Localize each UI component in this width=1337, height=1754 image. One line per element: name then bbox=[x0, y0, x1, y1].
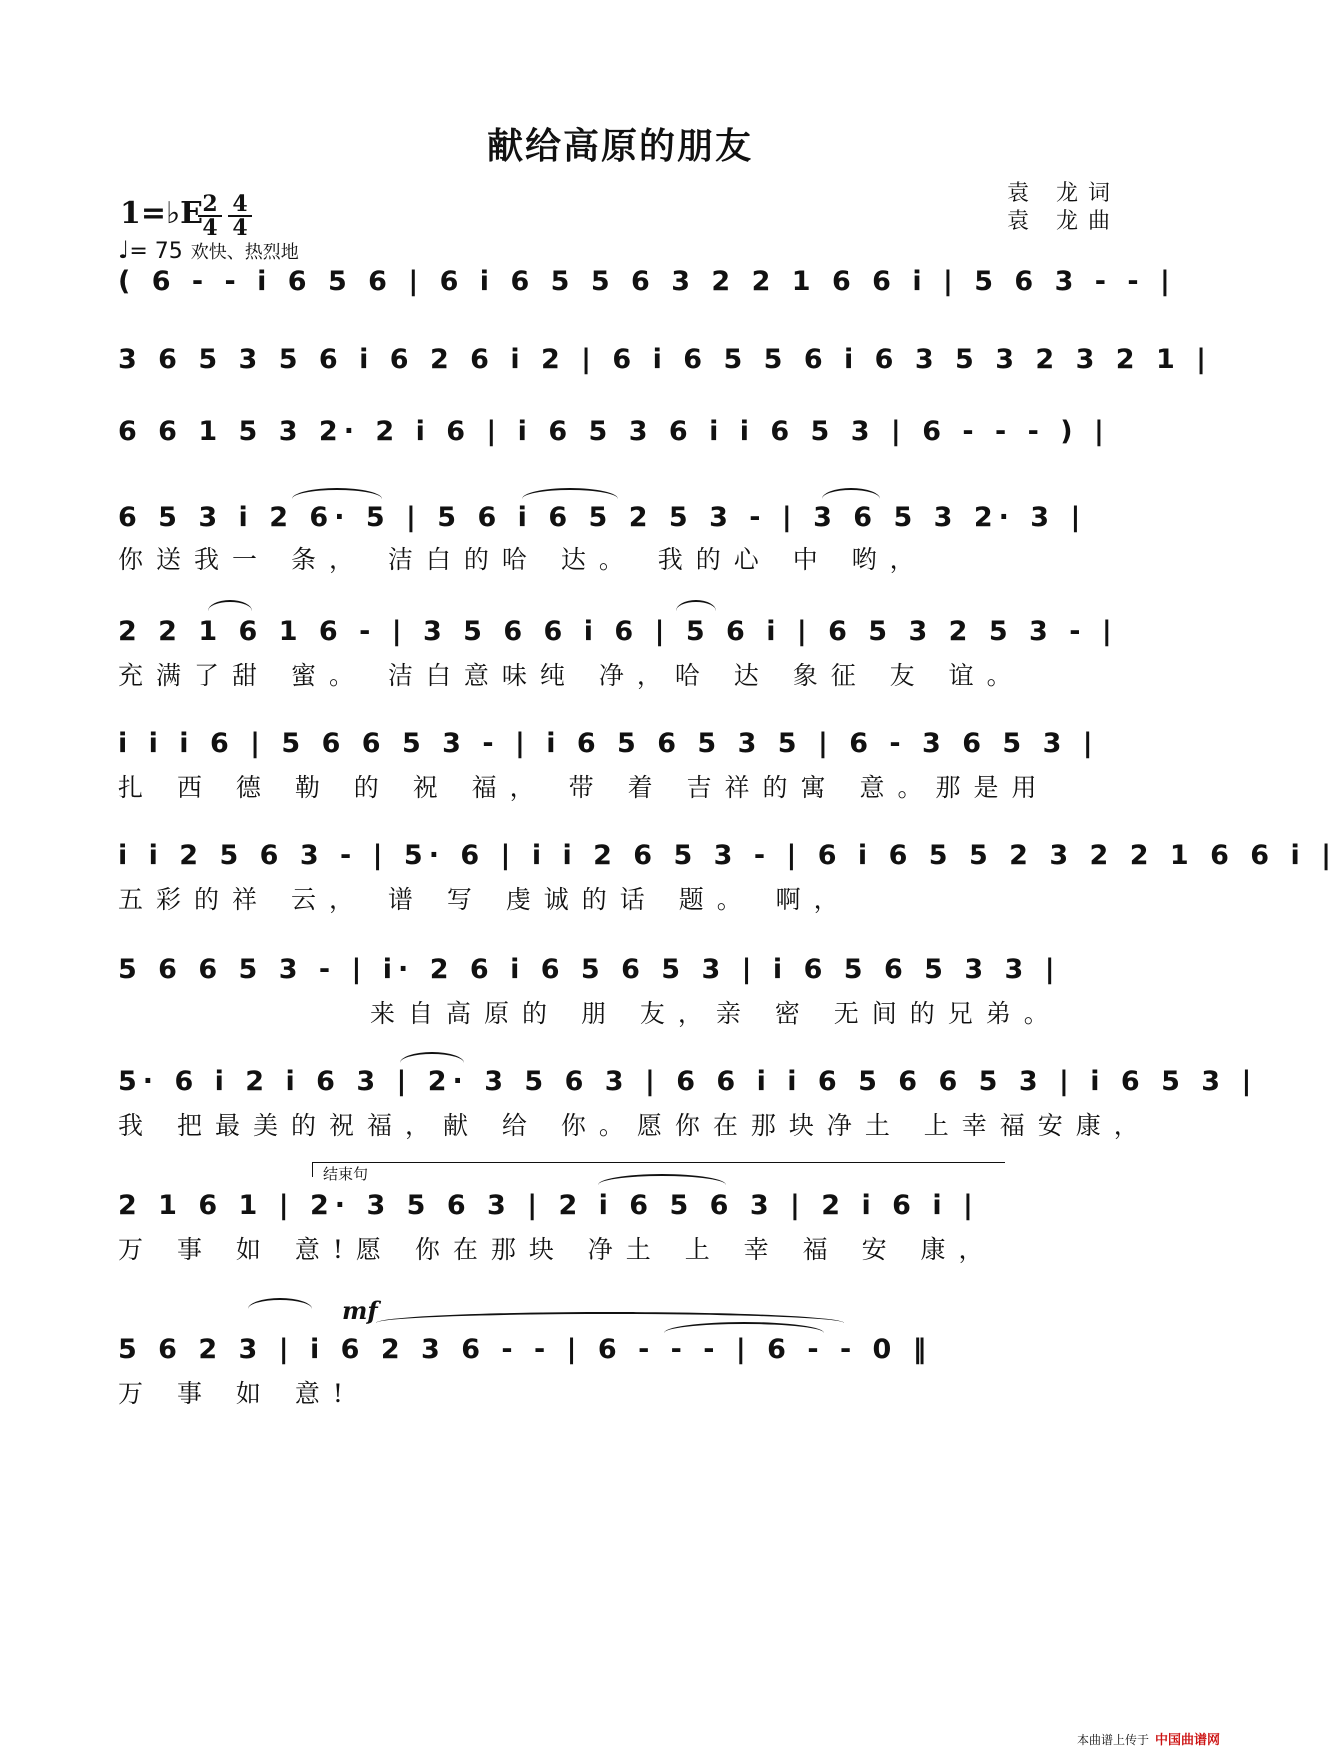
notation-row: 2 1 6 1 | 2· 3 5 6 3 | 2 i 6 5 6 3 | 2 i 6 i | bbox=[118, 1190, 979, 1221]
notation-row: ( 6 - - i 6 5 6 | 6 i 6 5 5 6 3 2 2 1 6 6 i | 5 6 3 - - | bbox=[118, 266, 1176, 297]
score-line-3 bbox=[118, 412, 1122, 452]
notation-row: 3 6 5 3 5 6 i 6 2 6 i 2 | 6 i 6 5 5 6 i 6 3 5 3 2 3 2 1 | bbox=[118, 344, 1213, 375]
time-sig-numerator: 4 bbox=[232, 191, 248, 217]
score-line-7 bbox=[118, 836, 1337, 914]
time-signature-2-4 bbox=[198, 191, 222, 241]
slur bbox=[598, 1174, 726, 1196]
score-line-9 bbox=[118, 1062, 1258, 1140]
dynamic-marking: mf bbox=[342, 1296, 378, 1325]
key-signature: 1=♭E bbox=[120, 196, 204, 231]
lyric-row: 来自高原的 朋 友，亲 密 无间的兄弟。 bbox=[370, 999, 1062, 1028]
score-line-1 bbox=[118, 262, 1176, 302]
lyric-row: 充满了甜 蜜。 洁白意味纯 净，哈 达 象征 友 谊。 bbox=[118, 661, 1025, 690]
tempo-bpm: = 75 bbox=[129, 239, 183, 264]
slur bbox=[248, 1298, 312, 1320]
lyric-row: 扎 西 德 勒 的 祝 福， 带 着 吉祥的寓 意。那是用 bbox=[118, 773, 1050, 802]
score-line-4 bbox=[118, 498, 1122, 574]
composer-credit: 袁 龙曲 bbox=[1007, 209, 1120, 234]
tempo-marking bbox=[118, 236, 299, 264]
tempo-mood: 欢快、热烈地 bbox=[190, 242, 299, 263]
slur bbox=[522, 488, 618, 510]
lyric-row: 万 事 如 意! bbox=[118, 1379, 356, 1408]
slur bbox=[664, 1322, 824, 1344]
lyric-row: 五彩的祥 云， 谱 写 虔诚的话 题。 啊， bbox=[118, 885, 852, 914]
slur bbox=[400, 1052, 464, 1074]
footer-text: 本曲谱上传于 bbox=[1076, 1733, 1149, 1747]
notation-row: 5 6 6 5 3 - | i· 2 6 i 6 5 6 5 3 | i 6 5 6 5 3 3 | bbox=[118, 954, 1061, 985]
notation-row: i i i 6 | 5 6 6 5 3 - | i 6 5 6 5 3 5 | 6 - 3 6 5 3 | bbox=[118, 728, 1099, 759]
time-sig-numerator: 2 bbox=[202, 191, 218, 217]
time-sig-denominator: 4 bbox=[202, 215, 218, 241]
slur bbox=[822, 488, 880, 510]
notation-row: i i 2 5 6 3 - | 5· 6 | i i 2 6 5 3 - | 6 i 6 5 5 2 3 2 2 1 6 6 i | bbox=[118, 840, 1337, 871]
lyric-row: 万 事 如 意!愿 你在那块 净土 上 幸 福 安 康， bbox=[118, 1235, 997, 1264]
notation-row: 6 6 1 5 3 2· 2 i 6 | i 6 5 3 6 i i 6 5 3 | 6 - - - ) | bbox=[118, 416, 1110, 447]
notation-row: 5· 6 i 2 i 6 3 | 2· 3 5 6 3 | 6 6 i i 6 5 6 6 5 3 | i 6 5 3 | bbox=[118, 1066, 1258, 1097]
slur bbox=[676, 600, 716, 622]
score-line-5 bbox=[118, 612, 1122, 690]
slur bbox=[208, 600, 252, 622]
score-line-11 bbox=[118, 1330, 1122, 1408]
lyric-row: 你送我一 条， 洁白的哈 达。 我的心 中 哟， bbox=[118, 545, 928, 574]
notation-row: 5 6 2 3 | i 6 2 3 6 - - | 6 - - - | 6 - - 0 ‖ bbox=[118, 1334, 933, 1365]
page-title: 献给高原的朋友 bbox=[486, 125, 753, 167]
time-signature-4-4 bbox=[228, 191, 252, 241]
ending-label: 结束句 bbox=[323, 1165, 369, 1183]
notation-row: 6 5 3 i 2 6· 5 | 5 6 i 6 5 2 5 3 - | 3 6 5 3 2· 3 | bbox=[118, 502, 1087, 533]
notation-row: 2 2 1 6 1 6 - | 3 5 6 6 i 6 | 5 6 i | 6 5 3 2 5 3 - | bbox=[118, 616, 1118, 647]
slur bbox=[292, 488, 382, 510]
quarter-note-icon: ♩ bbox=[118, 236, 130, 264]
lyricist-credit: 袁 龙词 bbox=[1007, 181, 1120, 206]
footer-credit bbox=[1077, 1729, 1220, 1748]
score-line-8 bbox=[118, 950, 1122, 1028]
time-sig-denominator: 4 bbox=[232, 215, 248, 241]
site-logo: 中国曲谱网 bbox=[1154, 1733, 1220, 1748]
lyric-row: 我 把最美的祝福，献 给 你。愿你在那块净土 上幸福安康， bbox=[118, 1111, 1152, 1140]
score-line-2 bbox=[118, 340, 1213, 380]
score-line-6 bbox=[118, 724, 1122, 802]
